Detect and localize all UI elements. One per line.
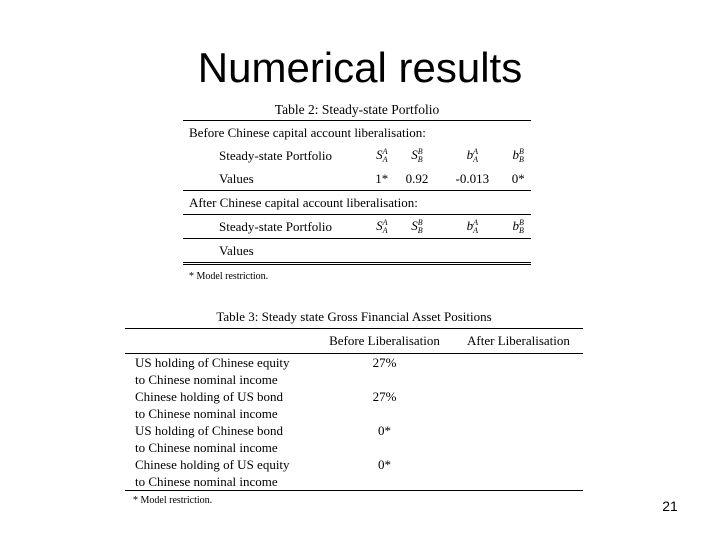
symbol-cell: bA A bbox=[439, 215, 505, 239]
symbol-cell: bA A bbox=[466, 146, 479, 164]
table2-after-values-row bbox=[183, 239, 531, 264]
value-cell: 0.92 bbox=[395, 167, 440, 191]
symbol-cell: SA A bbox=[376, 146, 388, 164]
table3-before-value: 27% bbox=[372, 389, 397, 404]
table3-after-value bbox=[454, 388, 583, 405]
table2-values-label: Values bbox=[183, 239, 369, 264]
table2-portfolio-label: Steady-state Portfolio bbox=[183, 215, 369, 239]
table2-portfolio-label: Steady-state Portfolio bbox=[219, 147, 333, 163]
table3-before-value: 27% bbox=[372, 355, 397, 370]
table3-after-value bbox=[454, 422, 583, 439]
table3-row-label: Chinese holding of US equity bbox=[135, 457, 290, 472]
table2-values-label: Values bbox=[183, 167, 369, 191]
table3-row-label: US holding of Chinese bond bbox=[135, 423, 284, 438]
table3-row bbox=[125, 422, 583, 439]
table3-caption: Table 3: Steady state Gross Financial Asset Positions bbox=[216, 309, 492, 324]
value-cell bbox=[369, 239, 395, 264]
value-cell bbox=[395, 239, 440, 264]
table2-before-portfolio-row bbox=[183, 144, 531, 167]
symbol-cell: SA A bbox=[369, 215, 395, 239]
table3-column-header bbox=[125, 329, 315, 354]
table2-after-header: After Chinese capital account liberalisation: bbox=[183, 191, 531, 215]
table2-after-portfolio-row bbox=[183, 215, 531, 239]
symbol-cell: SB B bbox=[395, 215, 440, 239]
table3-column-header: Before Liberalisation bbox=[315, 329, 454, 354]
table2-after-header-row bbox=[183, 191, 531, 215]
table3-grid bbox=[125, 328, 583, 491]
table3-row-label: US holding of Chinese equity bbox=[135, 355, 290, 370]
table3-row-label: to Chinese nominal income bbox=[135, 440, 278, 455]
table2-before-values-row bbox=[183, 167, 531, 191]
value-cell bbox=[505, 239, 531, 264]
table3-footnote: * Model restriction. bbox=[133, 495, 213, 506]
table3-after-value bbox=[454, 456, 583, 473]
value-cell: 1* bbox=[369, 167, 395, 191]
table2 bbox=[183, 100, 531, 282]
symbol-cell: SB B bbox=[411, 146, 423, 164]
table3-row bbox=[125, 456, 583, 473]
table3-row-label: to Chinese nominal income bbox=[125, 473, 315, 491]
table3-row bbox=[125, 439, 583, 456]
table3-row bbox=[125, 405, 583, 422]
table3-column-header: After Liberalisation bbox=[454, 329, 583, 354]
symbol-cell: bB B bbox=[512, 146, 524, 164]
table3-row-label: to Chinese nominal income bbox=[135, 406, 278, 421]
table3-row-label: Chinese holding of US bond bbox=[135, 389, 284, 404]
table3-row bbox=[125, 371, 583, 388]
table3-after-value bbox=[454, 354, 583, 372]
table3-header-row bbox=[125, 329, 583, 354]
value-cell: 0* bbox=[505, 167, 531, 191]
slide-title: Numerical results bbox=[197, 44, 523, 91]
table3-row bbox=[125, 354, 583, 372]
table2-footnote: * Model restriction. bbox=[189, 271, 269, 282]
table3-before-value: 0* bbox=[377, 423, 391, 438]
table3 bbox=[125, 306, 583, 506]
value-cell bbox=[439, 239, 505, 264]
table3-before-value: 0* bbox=[377, 457, 391, 472]
page-number: 21 bbox=[662, 498, 678, 514]
table2-before-header: Before Chinese capital account liberalisation: bbox=[183, 121, 531, 145]
value-cell: -0.013 bbox=[439, 167, 505, 191]
table2-grid bbox=[183, 120, 531, 265]
table2-caption: Table 2: Steady-state Portfolio bbox=[274, 102, 440, 117]
table3-row bbox=[125, 473, 583, 491]
table3-row bbox=[125, 388, 583, 405]
table3-row-label: to Chinese nominal income bbox=[135, 372, 278, 387]
table2-before-header-row bbox=[183, 121, 531, 145]
symbol-cell: bB B bbox=[505, 215, 531, 239]
